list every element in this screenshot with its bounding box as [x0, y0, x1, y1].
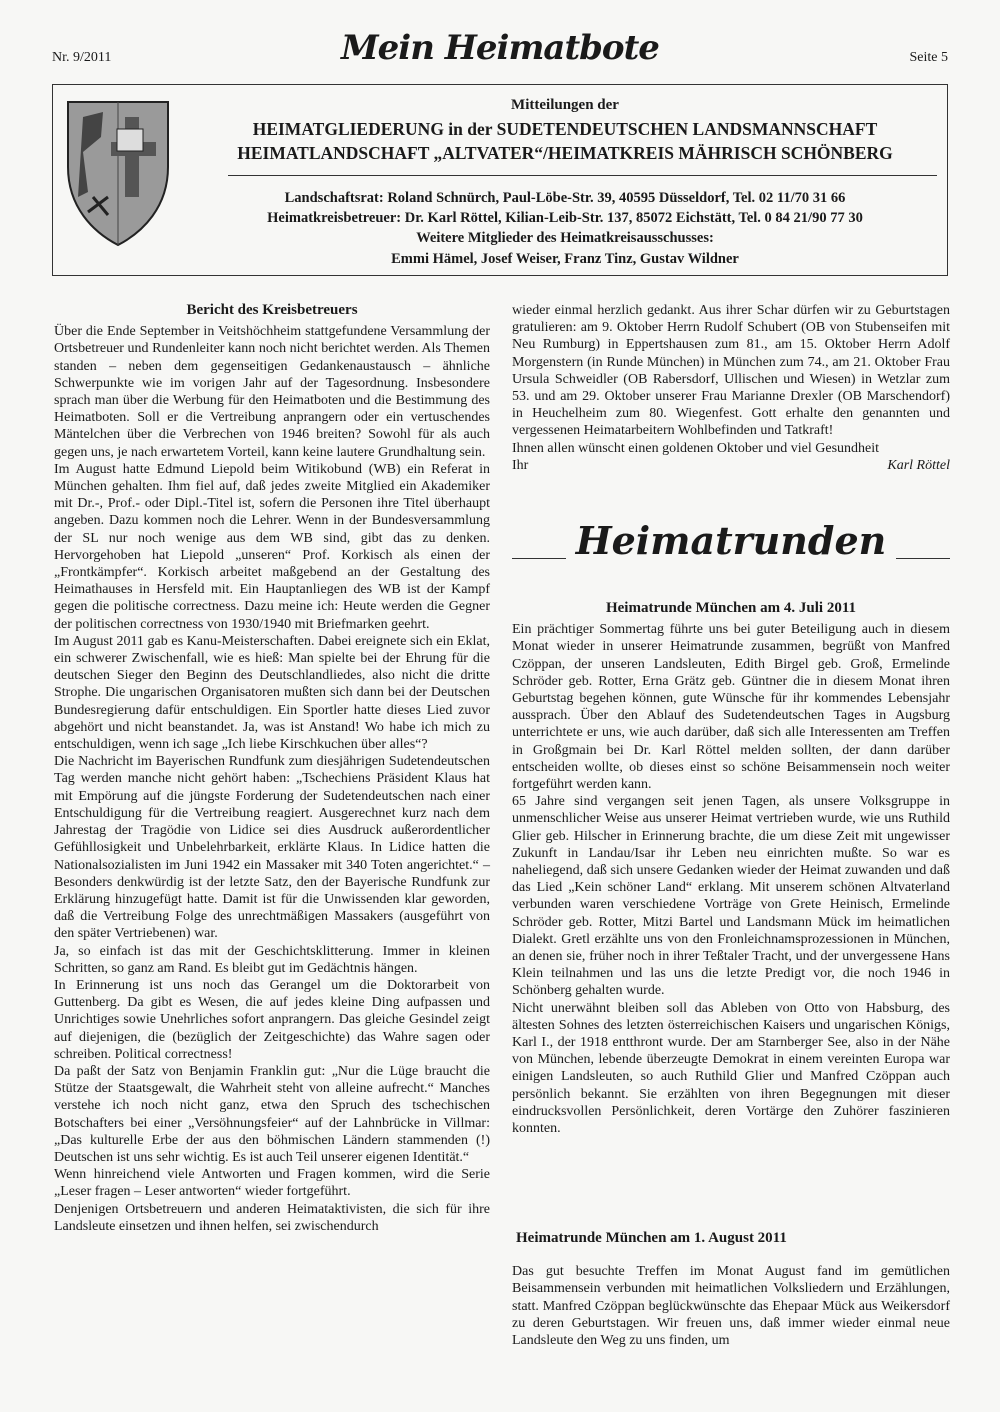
header-box [52, 84, 948, 276]
section-banner [512, 520, 950, 568]
header-line-1: Mitteilungen der [511, 97, 619, 113]
banner-title: Heimatrunden [566, 518, 897, 563]
left-paragraph: Ja, so einfach ist das mit der Geschichtsklitterung. Immer in kleinen Schritten, so ganz am Rand. Es bleibt gut im Gedächtnis hängen. [54, 943, 490, 976]
left-paragraph: Im August hatte Edmund Liepold beim Witikobund (WB) ein Referat in München gehalten. Ihm fiel auf, daß jedes zweite Mitglied ein Akademiker mit Dr.-, Prof.- oder Dipl.-Titel ist, sofern die Personen ihre Titel überhaupt angeben. Dazu kommen noch die Lehrer. Wenn in der Bundesversammlung der SL nur noch wenige aus dem WB sind, gibt das zu denken. Hervorgehoben hat Liepold „unseren“ Prof. Korkisch als einen der „Frontkämpfer“. Korkisch arbeitet maßgebend an der Gestaltung des Heimathauses in Hersfeld mit. Ein Hauptanliegen des WB ist der Kampf gegen die politische correctness. Dazu meine ich: Heute werden die Gegner der politischen correctness von 1930/1940 mit Briefmarken geehrt. [54, 461, 490, 632]
header-line-7: Emmi Hämel, Josef Weiser, Franz Tinz, Gustav Wildner [391, 251, 739, 267]
header-line-3: HEIMATLANDSCHAFT „ALTVATER“/HEIMATKREIS MÄHRISCH SCHÖNBERG [237, 143, 893, 163]
left-column [54, 302, 490, 1235]
article-heading: Bericht des Kreisbetreuers [186, 302, 358, 318]
right-paragraph: wieder einmal herzlich gedankt. Aus ihrer Schar dürfen wir zu Geburtstagen gratulieren: am 9. Oktober Herrn Rudolf Schubert (OB von Stubenseifen mit Neu Rumburg) in Eppertshausen zum 81., am 15. Oktober Herrn Adolf Morgenstern (in Runde München) in München zum 74., am 21. Oktober Frau Ursula Schweidler (OB Rabersdorf, Ullischen und Wiesen) in Wetzlar zum 53. und am 29. Oktober unserer Frau Marianne Drexler (OB Marschendorf) in Heuchelheim zum 80. Wiegenfest. Gott erhalte den genannten und vergessenen Heimatarbeitern Wohlbefinden und Tatkraft! [512, 303, 950, 439]
report-paragraph: Nicht unerwähnt bleiben soll das Ableben von Otto von Habsburg, des ältesten Sohnes des letzten österreichischen Kaisers und ungarischen Königs, Karl I., der 1918 entthront wurde. Der am Starnberger See, also in der Nähe von München, lebende überzeugte Demokrat in einem vereinten Europa war einigen Landsleuten, so auch Ruthild Glier und Manfred Czöppan auch persönlich bekannt. Sie erzählten von ihren Begegnungen mit dieser eindrucksvollen Persönlichkeit, deren Vortärge den Zuhörer faszinieren konnten. [512, 1000, 950, 1137]
signature-name: Karl Röttel [887, 457, 950, 473]
header-line-4: Landschaftsrat: Roland Schnürch, Paul-Löbe-Str. 39, 40595 Düsseldorf, Tel. 02 11/70 31 66 [284, 190, 846, 206]
left-paragraph: Wenn hinreichend viele Antworten und Fragen kommen, wird die Serie „Leser fragen – Leser antworten“ wieder fortgeführt. [54, 1167, 490, 1200]
issue-number: Nr. 9/2011 [52, 50, 112, 65]
report-heading: Heimatrunde München am 1. August 2011 [516, 1230, 787, 1246]
header-line-6: Weitere Mitglieder des Heimatkreisausschusses: [416, 230, 714, 246]
report-paragraph: Das gut besuchte Treffen im Monat August fand im gemütlichen Beisammensein verbunden mit heimatlichen Volksliedern und Erzählungen, statt. Manfred Czöppan beglückwünschte das Ehepaar Mück aus Weikersdorf zu deren Geburtstagen. Wir freuen uns, daß immer wieder einmal neue Landsleute den Weg zu uns finden, um [512, 1264, 950, 1349]
header-line-5: Heimatkreisbetreuer: Dr. Karl Röttel, Kilian-Leib-Str. 137, 85072 Eichstätt, Tel. 0 84 21/90 77 30 [267, 210, 863, 226]
report-july [512, 600, 950, 1137]
left-paragraph: Im August 2011 gab es Kanu-Meisterschaften. Dabei ereignete sich ein Eklat, ein schwerer Zwischenfall, wie es hieß: Man spielte bei der Ehrung für die deutschen Sieger den Beginn des Deutschlandliedes, also nicht die dritte Strophe. Die ungarischen Organisatoren mußten sich dann bei der Deutschen Bundesregierung dafür entschuldigen. Ein Sportler hatte dieses Lied zuvor abgehört und nicht beanstandet. Ja, was ist Anstand! Wo habe ich mich zu entschuldigen, wenn ich sage „Ich liebe Kirschkuchen über alles“? [54, 633, 490, 753]
greeting: Ihnen allen wünscht einen goldenen Oktober und viel Gesundheit [512, 440, 880, 456]
report-heading: Heimatrunde München am 4. Juli 2011 [605, 600, 856, 616]
header-line-2: HEIMATGLIEDERUNG in der SUDETENDEUTSCHEN LANDSMANNSCHAFT [252, 119, 878, 139]
left-paragraph: Da paßt der Satz von Benjamin Franklin gut: „Nur die Lüge braucht die Stütze der Staatsgewalt, die Wahrheit steht von alleine aufrecht.“ Manches verstehe ich noch nicht ganz, etwa den Spruch des tschechischen Botschafters bei einer „Versöhnungsfeier“ auf der Lahnbrücke in Villmar: „Das kulturelle Erbe der aus den böhmischen Ländern stammenden (!) Deutschen ist uns sehr wichtig. Es ist auch Teil unserer eigenen Identität.“ [54, 1063, 490, 1165]
signature-line [512, 457, 950, 474]
report-paragraph: Ein prächtiger Sommertag führte uns bei guter Beteiligung auch in diesem Monat wieder in unserer Heimatrunde zusammen, begrüßt von Manfred Czöppan, der unseren Landsleuten, Edith Birgel geb. Groß, Ermelinde Schröder geb. Rotter, Erna Grätz geb. Güntner die in diesem Monat ihren Geburtstag begehen können, gute Wünsche für ihr kommendes Lebensjahr aussprach. Über den Ablauf des Sudetendeutschen Tages in Augsburg unterrichtete er uns, wie auch darüber, daß sich alle Interessenten am Treffen in Großgmain bei Dr. Karl Röttel melden sollten, der dann darüber entscheiden wollte, ob dieses einst so schöne Beisammensein noch weiter fortgeführt werden kann. [512, 622, 950, 793]
left-paragraph: Über die Ende September in Veitshöchheim stattgefundene Versammlung der Ortsbetreuer und Rundenleiter kann noch nicht berichtet werden. Als Themen standen – neben dem gegenseitigen Gedankenaustausch – ähnliche Schwerpunkte wie im vorigen Jahr auf der Tagesordnung. Insbesondere sprach man über die Werbung für den Heimatboten und die Bestimmung des Heimatboten. Soll er die Vertreibung anprangern oder ein vertuschendes Mäntelchen über die Verbrechen von 1946 breiten? Sowohl für als auch gegen uns, je nach erwartetem Vorteil, kann keine lautere Grundhaltung sein. [54, 324, 490, 460]
masthead-title: Mein Heimatbote [341, 28, 659, 68]
header-divider [228, 175, 937, 176]
report-august [512, 1230, 950, 1349]
left-paragraph: Die Nachricht im Bayerischen Rundfunk zum diesjährigen Sudetendeutschen Tag werden manche nicht gehört haben: „Tschechiens Präsident Klaus hat mit Empörung auf die jüngste Forderung der Sudetendeutschen nach einer Entschuldigung für die Vertreibung reagiert. Ausgerechnet kurz nach dem Jahrestag der Tragödie von Lidice sei dies Ausdruck außerordentlicher Gefühllosigkeit und Unbelehrbarkeit, erklärte Klaus. In Lidice hatten die Nationalsozialisten im Juni 1942 ein Massaker mit 340 Toten angerichtet.“ – Besonders denkwürdig ist der letzte Satz, den der Bayerische Rundfunk zur Erklärung hinzugefügt hatte. Damit ist für die Unwissenden klar geworden, daß die Vertreibung Folge des unrechtmäßigen Massakers (ausgeführt von den später Vertriebenen) war. [54, 754, 490, 942]
page-number: Seite 5 [909, 50, 948, 65]
signature-prefix: Ihr [512, 457, 529, 473]
coat-of-arms-icon [63, 97, 173, 247]
left-paragraph: In Erinnerung ist uns noch das Gerangel um die Doktorarbeit von Guttenberg. Da gibt es Wesen, die auf jedes kleine Ding aufpassen und Unrichtiges sowie Unehrliches sofort anprangern. Das gleiche Gesindel zeigt auf diejenigen, die (bezüglich der Zeitgeschichte) das Wahre sagen oder schreiben. Political correctness! [54, 977, 490, 1062]
left-paragraph: Denjenigen Ortsbetreuern und anderen Heimataktivisten, die sich für ihre Landsleute einsetzen und ihnen helfen, sei zwischendurch [54, 1201, 490, 1234]
right-column-top [512, 302, 950, 474]
report-paragraph: 65 Jahre sind vergangen seit jenen Tagen, als unsere Volksgruppe in unmenschlicher Weise aus unserer Heimat vertrieben wurde, wie uns Ruthild Glier geb. Hilscher in Erinnerung brachte, die um diese Zeit mit ungewisser Zukunft in Landau/Isar ihr Leben neu einrichten mußte. So war es naheliegend, daß sich unsere Gedanken wieder der Heimat zuwanden und daß das Lied „Kein schöner Land“ erklang. Mit unserem schönen Altvaterland verbunden waren verschiedene Vorträge von Grete Heinisch, Ermelinde Schröder geb. Rotter, Mitzi Bartel und Landsmann Mück im heimatlichen Dialekt. Gretl erzählte uns von den Fronleichnamsprozessionen in München, an denen sie, früher noch in ihrer Teßtaler Tracht, und der unvergessene Hans Klein teilnahmen und las uns die letzte Predigt vor, die noch 1946 in Schönberg gehalten wurde. [512, 794, 950, 999]
